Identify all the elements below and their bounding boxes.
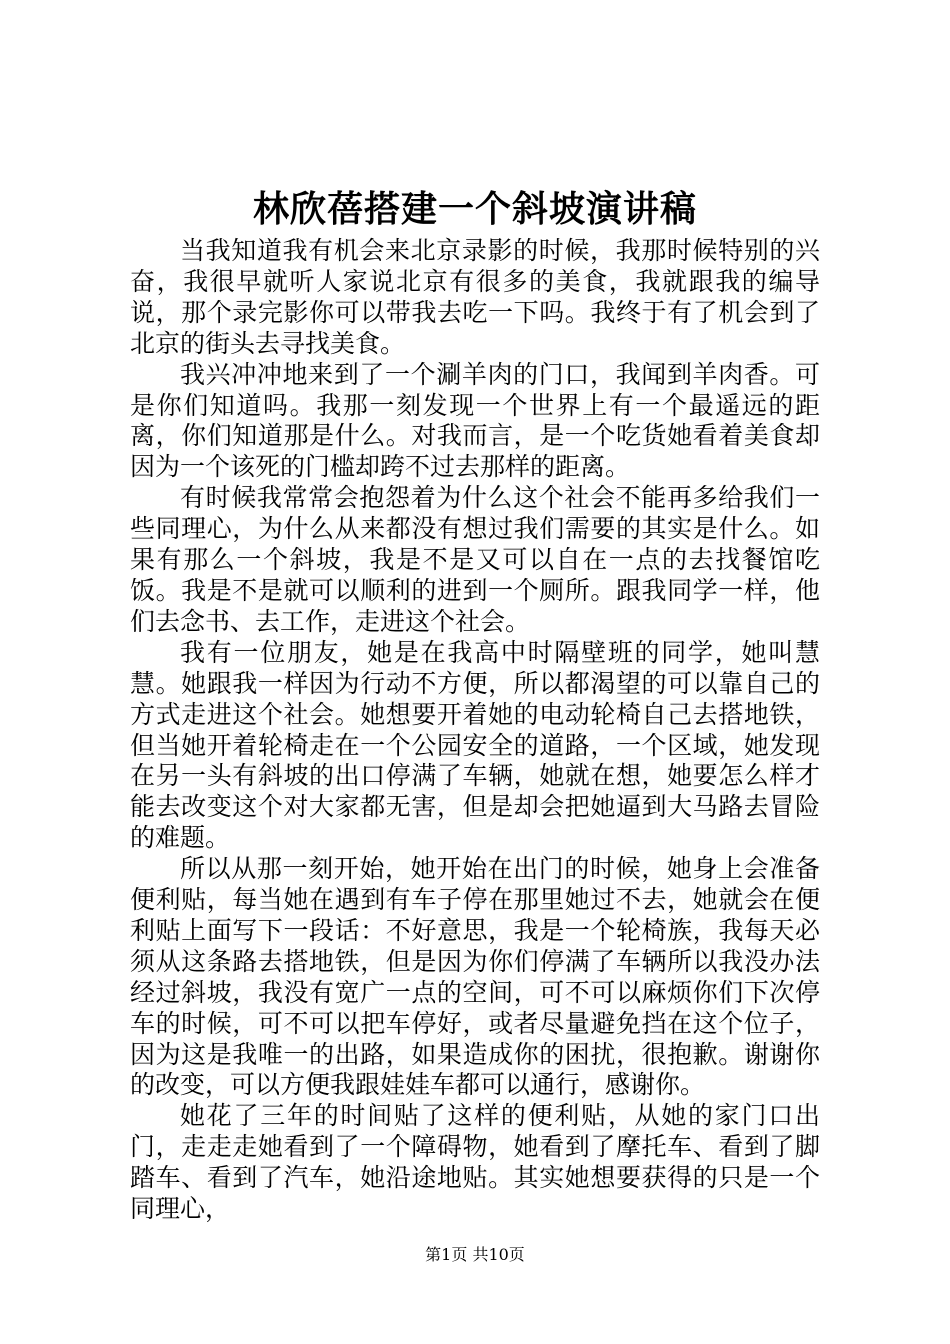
document-body — [130, 236, 820, 1225]
page-footer: 第1页 共10页 — [425, 1245, 525, 1264]
document-title: 林欣蓓搭建一个斜坡演讲稿 — [252, 188, 697, 230]
paragraph: 有时候我常常会抱怨着为什么这个社会不能再多给我们一些同理心，为什么从来都没有想过我们需要的其实是什么。如果有那么一个斜坡，我是不是又可以自在一点的去找餐馆吃饭。我是不是就可以顺利的进到一个厕所。跟我同学一样，他们去念书、去工作，走进这个社会。 — [130, 483, 820, 636]
paragraph: 所以从那一刻开始，她开始在出门的时候，她身上会准备便利贴，每当她在遇到有车子停在那里她过不去，她就会在便利贴上面写下一段话：不好意思，我是一个轮椅族，我每天必须从这条路去搭地铁，但是因为你们停满了车辆所以我没办法经过斜坡，我没有宽广一点的空间，可不可以麻烦你们下次停车的时候，可不可以把车停好，或者尽量避免挡在这个位子，因为这是我唯一的出路，如果造成你的困扰，很抱歉。谢谢你的改变，可以方便我跟娃娃车都可以通行，感谢你。 — [130, 854, 820, 1100]
paragraph: 她花了三年的时间贴了这样的便利贴，从她的家门口出门，走走走她看到了一个障碍物，她看到了摩托车、看到了脚踏车、看到了汽车，她沿途地贴。其实她想要获得的只是一个同理心， — [130, 1101, 820, 1224]
paragraph: 我有一位朋友，她是在我高中时隔壁班的同学，她叫慧慧。她跟我一样因为行动不方便，所以都渴望的可以靠自己的方式走进这个社会。她想要开着她的电动轮椅自己去搭地铁，但当她开着轮椅走在一个公园安全的道路，一个区域，她发现在另一头有斜坡的出口停满了车辆，她就在想，她要怎么样才能去改变这个对大家都无害，但是却会把她逼到大马路去冒险的难题。 — [130, 637, 820, 853]
paragraph: 当我知道我有机会来北京录影的时候，我那时候特别的兴奋，我很早就听人家说北京有很多的美食，我就跟我的编导说，那个录完影你可以带我去吃一下吗。我终于有了机会到了北京的街头去寻找美食。 — [130, 236, 820, 358]
paragraph: 我兴冲冲地来到了一个涮羊肉的门口，我闻到羊肉香。可是你们知道吗。我那一刻发现一个世界上有一个最遥远的距离，你们知道那是什么。对我而言，是一个吃货她看着美食却因为一个该死的门槛却跨不过去那样的距离。 — [130, 359, 820, 482]
